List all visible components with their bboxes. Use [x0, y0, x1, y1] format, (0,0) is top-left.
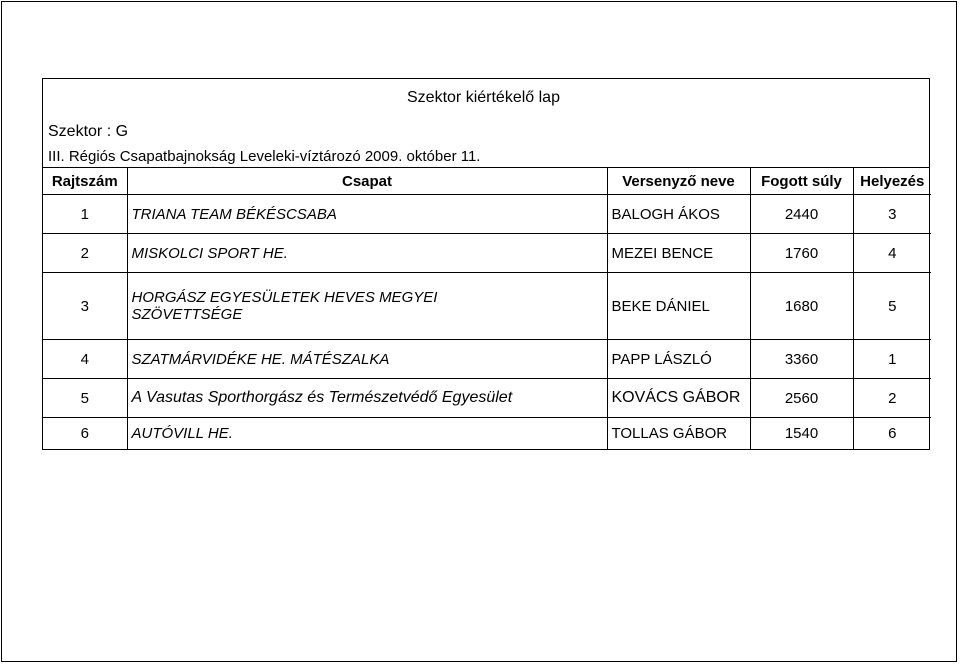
rank-cell: 2 [43, 234, 127, 273]
rank-cell: 5 [43, 379, 127, 418]
header-rank: Rajtszám [43, 168, 127, 195]
event-row [43, 143, 929, 168]
header-row [43, 168, 931, 195]
team-cell: TRIANA TEAM BÉKÉSCSABA [127, 195, 607, 234]
sheet-title: Szektor kiértékelő lap [407, 89, 560, 106]
weight-cell: 1540 [750, 418, 853, 450]
header-competitor: Versenyző neve [607, 168, 750, 195]
place-cell: 1 [853, 340, 931, 379]
competitor-cell: BEKE DÁNIEL [607, 273, 750, 340]
header-place: Helyezés [853, 168, 931, 195]
weight-cell: 1680 [750, 273, 853, 340]
team-cell-text: HORGÁSZ EGYESÜLETEK HEVES MEGYEI SZÖVETTSÉGE [131, 289, 438, 323]
team-cell: A Vasutas Sporthorgász és Természetvédő Egyesület [127, 379, 607, 418]
rank-cell: 1 [80, 205, 89, 223]
competitor-cell: MEZEI BENCE [607, 234, 750, 273]
competitor-cell: KOVÁCS GÁBOR [607, 379, 750, 418]
place-cell: 3 [853, 195, 931, 234]
weight-cell: 3360 [750, 340, 853, 379]
evaluation-sheet [42, 78, 930, 450]
team-cell: MISKOLCI SPORT HE. [127, 234, 607, 273]
table-row [43, 195, 931, 234]
place-cell: 6 [853, 418, 931, 450]
competitor-cell: TOLLAS GÁBOR [607, 418, 750, 450]
weight-cell: 2560 [750, 379, 853, 418]
results-table [43, 168, 931, 449]
rank-cell: 3 [43, 273, 127, 340]
header-weight: Fogott súly [750, 168, 853, 195]
team-cell [127, 273, 607, 340]
weight-cell: 1760 [750, 234, 853, 273]
event-label: III. Régiós Csapatbajnokság Leveleki-víztározó 2009. október 11. [48, 148, 481, 165]
rank-cell: 6 [43, 418, 127, 450]
title-row [43, 79, 929, 113]
table-row [43, 379, 931, 418]
weight-cell: 2440 [750, 195, 853, 234]
sector-label: Szektor : G [48, 123, 129, 140]
place-cell: 2 [853, 379, 931, 418]
sector-row [43, 113, 929, 143]
competitor-cell: PAPP LÁSZLÓ [607, 340, 750, 379]
rank-cell: 4 [43, 340, 127, 379]
table-row [43, 418, 931, 450]
table-row [43, 234, 931, 273]
team-cell: SZATMÁRVIDÉKE HE. MÁTÉSZALKA [127, 340, 607, 379]
competitor-cell: BALOGH ÁKOS [607, 195, 750, 234]
place-cell: 4 [853, 234, 931, 273]
page-frame [1, 1, 957, 662]
header-team: Csapat [127, 168, 607, 195]
place-cell: 5 [853, 273, 931, 340]
table-row [43, 340, 931, 379]
table-row [43, 273, 931, 340]
team-cell: AUTÓVILL HE. [127, 418, 607, 450]
